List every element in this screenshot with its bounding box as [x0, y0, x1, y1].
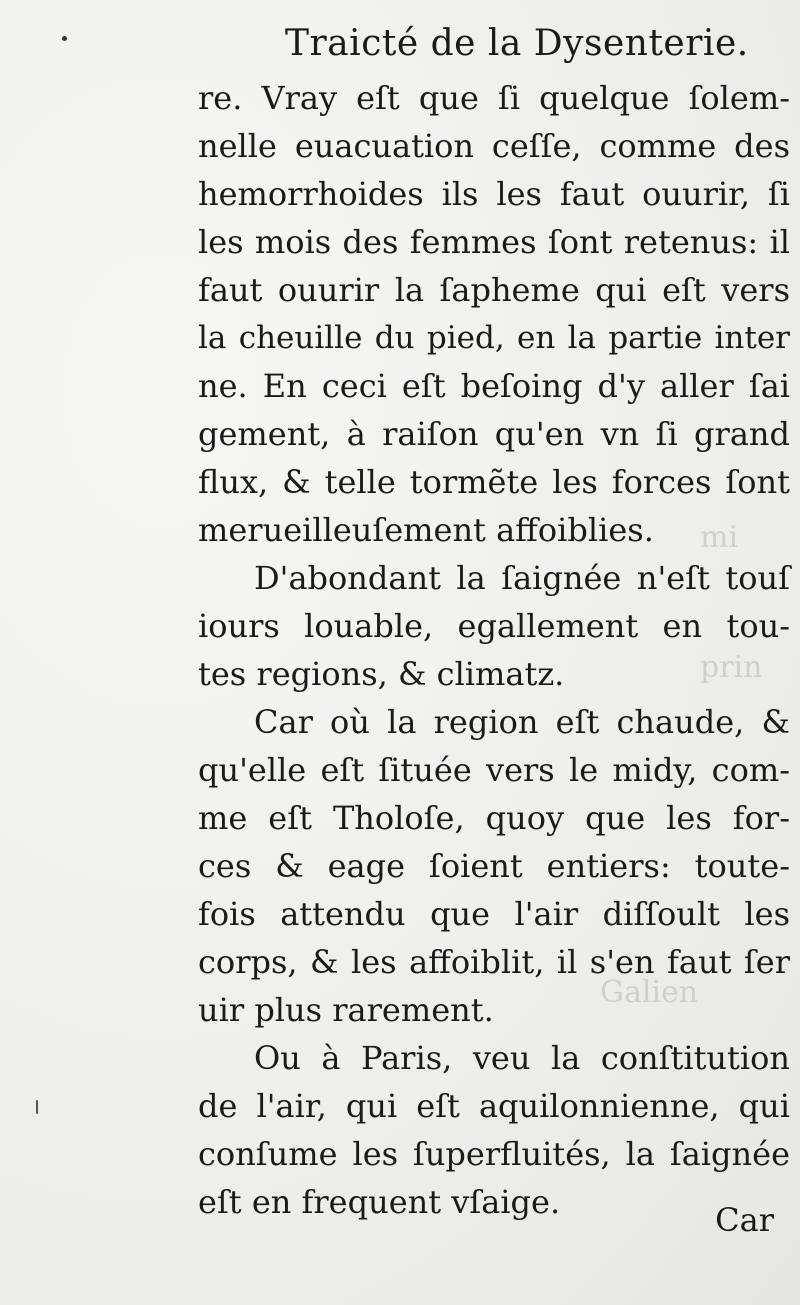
show-through-text: mi — [700, 520, 739, 555]
text-line: nelle euacuation ceſſe, comme des — [198, 127, 790, 165]
text-line: gement, à raiſon qu'en vn ſi grand — [198, 415, 790, 453]
text-line: la cheuille du pied, en la partie inter — [198, 320, 790, 356]
text-line: re. Vray eſt que ſi quelque ſolem- — [198, 79, 790, 117]
show-through-text: Galien — [600, 975, 699, 1010]
text-line: conſume les ſuperfluités, la ſaignée — [198, 1135, 790, 1173]
text-line: les mois des femmes ſont retenus: il — [198, 223, 790, 261]
text-line: tes regions, & climatz. — [198, 655, 565, 693]
text-line: D'abondant la ſaignée n'eſt touſ — [254, 559, 790, 597]
catchword: Car — [715, 1201, 774, 1239]
text-line: eſt en frequent vſaige. — [198, 1183, 561, 1221]
ink-speck — [62, 36, 67, 41]
body-text — [198, 74, 790, 1226]
text-line: iours louable, egallement en tou- — [198, 607, 790, 645]
text-line: merueilleuſement affoiblies. — [198, 511, 654, 549]
text-line: fois attendu que l'air diſſoult les — [198, 895, 790, 933]
text-line: me eſt Tholoſe, quoy que les for- — [198, 799, 790, 837]
text-line: Ou à Paris, veu la conſtitution — [254, 1039, 790, 1077]
text-line: de l'air, qui eſt aquilonnienne, qui — [198, 1087, 790, 1125]
text-line: ces & eage ſoient entiers: toute- — [198, 847, 790, 885]
text-line: qu'elle eſt ſituée vers le midy, com- — [198, 751, 790, 789]
running-head: Traicté de la Dysenterie. — [285, 23, 749, 64]
text-line: corps, & les affoiblit, il s'en faut ſer — [198, 943, 790, 981]
text-line: flux, & telle tormẽte les forces ſont — [198, 463, 790, 501]
text-line: uir plus rarement. — [198, 991, 494, 1029]
show-through-text: prin — [700, 650, 763, 685]
text-line: Car où la region eſt chaude, & — [254, 703, 790, 741]
text-line: ne. En ceci eſt beſoing d'y aller ſai — [198, 367, 790, 405]
text-line: faut ouurir la ſapheme qui eſt vers — [198, 271, 790, 309]
text-line: hemorrhoides ils les faut ouurir, ſi — [198, 175, 790, 213]
ink-speck — [36, 1100, 38, 1114]
